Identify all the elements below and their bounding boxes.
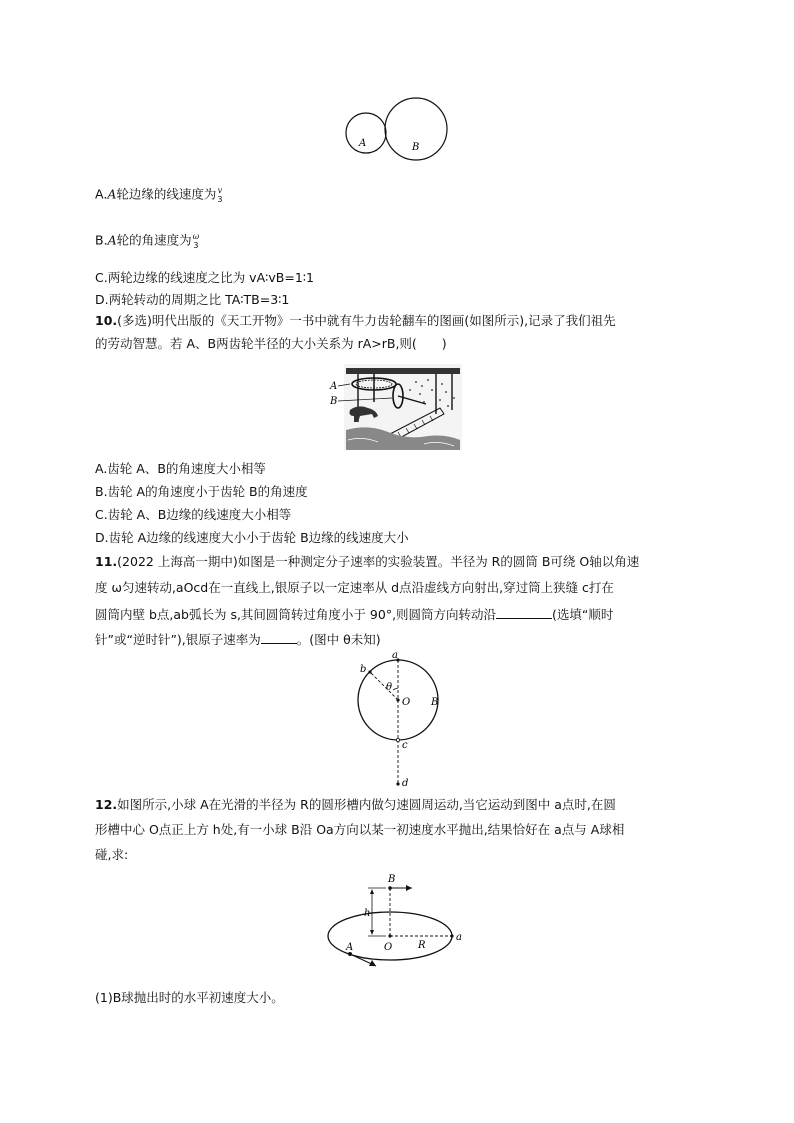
radius-r-label: R bbox=[418, 940, 426, 951]
center-o-label: O bbox=[402, 697, 411, 708]
gear-b-label: B bbox=[330, 396, 338, 407]
q11-stem-line4: 针”或“逆时针”),银原子速率为 。(图中 θ未知) bbox=[95, 632, 381, 647]
q10-option-a: A.齿轮 A、B的角速度大小相等 bbox=[95, 461, 266, 476]
q12-stem-line1: 12.如图所示,小球 A在光滑的半径为 R的圆形槽内做匀速圆周运动,当它运动到图中 a点时,在圆 bbox=[95, 797, 616, 812]
q12-stem-line3: 碰,求: bbox=[95, 847, 129, 862]
wheel-a-label: A bbox=[359, 138, 367, 149]
source-d-label: d bbox=[402, 778, 409, 789]
q12-stem-line2: 形槽中心 O点正上方 h处,有一小球 B沿 Oa方向以某一初速度水平抛出,结果恰好在 a点与 A球相 bbox=[95, 822, 625, 837]
fraction-omega-over-3: ω 3 bbox=[192, 232, 200, 250]
q12-number: 12. bbox=[95, 797, 118, 812]
slit-c-label: c bbox=[402, 740, 408, 751]
theta-label: θ bbox=[386, 682, 393, 693]
q10-stem-line2: 的劳动智慧。若 A、B两齿轮半径的大小关系为 rA>rB,则( ) bbox=[95, 336, 447, 351]
q9-option-d: D.两轮转动的周期之比 TA∶TB=3∶1 bbox=[95, 292, 290, 307]
circular-groove-figure bbox=[320, 870, 480, 975]
cylinder-b-label: B bbox=[431, 697, 439, 708]
q12-subquestion-1: (1)B球抛出时的水平初速度大小。 bbox=[95, 990, 284, 1005]
q10-option-d: D.齿轮 A边缘的线速度大小小于齿轮 B边缘的线速度大小 bbox=[95, 530, 409, 545]
height-h-label: h bbox=[364, 908, 371, 919]
q11-stem-line3: 圆筒内壁 b点,ab弧长为 s,其间圆筒转过角度小于 90°,则圆筒方向转动沿 (选填“顺时 bbox=[95, 607, 614, 622]
rotating-cylinder-figure bbox=[350, 650, 450, 790]
q10-number: 10. bbox=[95, 313, 118, 328]
q10-option-b: B.齿轮 A的角速度小于齿轮 B的角速度 bbox=[95, 484, 308, 499]
q9-option-b: B.A轮的角速度为 ω 3 bbox=[95, 232, 200, 250]
point-a-label: a bbox=[392, 650, 398, 661]
q9-option-c: C.两轮边缘的线速度之比为 vA∶vB=1∶1 bbox=[95, 270, 314, 285]
ball-a-label: A bbox=[346, 942, 354, 953]
q10-option-c: C.齿轮 A、B边缘的线速度大小相等 bbox=[95, 507, 292, 522]
ball-b-label: B bbox=[388, 874, 396, 885]
q10-stem-line1: 10.(多选)明代出版的《天工开物》一书中就有牛力齿轮翻车的图画(如图所示),记录了我们祖先 bbox=[95, 313, 616, 328]
point-b-label: b bbox=[360, 664, 367, 675]
q11-stem-line2: 度 ω匀速转动,aOcd在一直线上,银原子以一定速率从 d点沿虚线方向射出,穿过筒上狭缝 c打在 bbox=[95, 580, 614, 595]
q11-number: 11. bbox=[95, 554, 118, 569]
q11-blank-direction[interactable] bbox=[496, 606, 552, 619]
waterwheel-woodcut-figure bbox=[328, 362, 463, 452]
gear-a-label: A bbox=[330, 381, 338, 392]
q11-blank-speed[interactable] bbox=[261, 631, 297, 644]
fraction-v-over-3: v 3 bbox=[217, 186, 223, 204]
q9-option-a: A.A轮边缘的线速度为 v 3 bbox=[95, 186, 223, 204]
wheel-b-label: B bbox=[412, 142, 420, 153]
q11-stem-line1: 11.(2022 上海高一期中)如图是一种测定分子速率的实验装置。半径为 R的圆筒 B可绕 O轴以角速 bbox=[95, 554, 640, 569]
point-a-lower-label: a bbox=[456, 932, 462, 943]
two-wheels-figure bbox=[340, 95, 455, 165]
center-o-label-12: O bbox=[384, 942, 393, 953]
